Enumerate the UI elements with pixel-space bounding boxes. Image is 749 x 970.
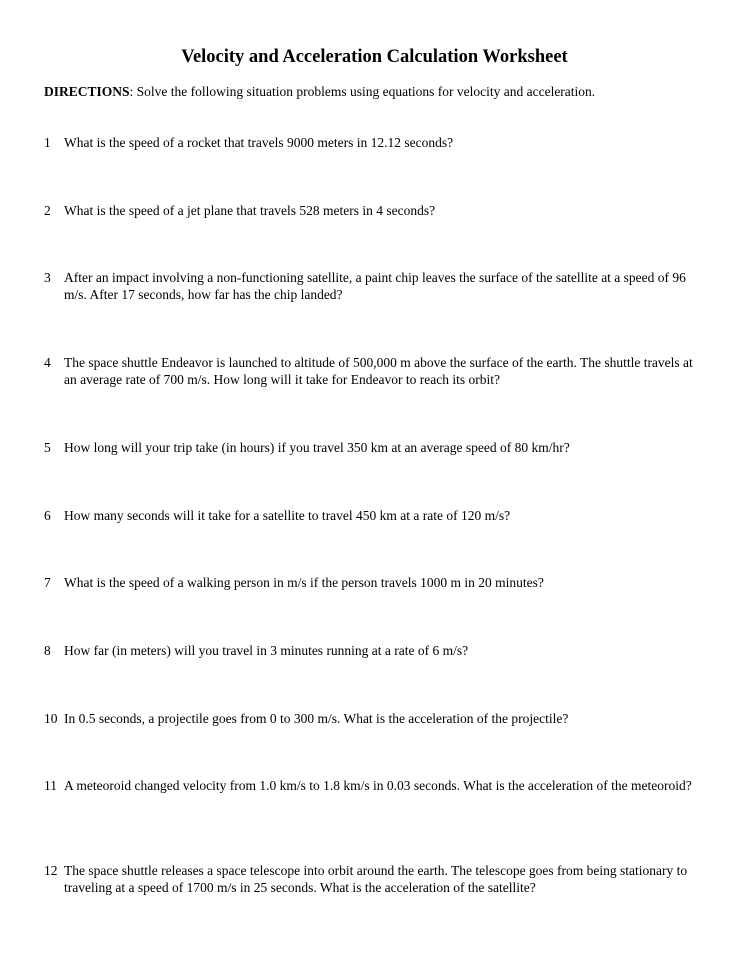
question-text: The space shuttle Endeavor is launched to altitude of 500,000 m above the surface of the earth. The shuttle travels at an average rate of 700 m/s. How long will it take for Endeavor to reach its orbit?: [64, 355, 693, 387]
question-number: 1: [44, 135, 51, 150]
question-number: 6: [44, 508, 51, 523]
question-text: What is the speed of a rocket that travels 9000 meters in 12.12 seconds?: [64, 135, 454, 150]
worksheet-title: Velocity and Acceleration Calculation Worksheet: [181, 47, 568, 67]
question-10: [44, 710, 704, 727]
question-number: 3: [44, 270, 51, 285]
question-2: [44, 202, 704, 219]
question-4: [44, 354, 704, 388]
question-text: How many seconds will it take for a satellite to travel 450 km at a rate of 120 m/s?: [64, 508, 511, 523]
question-1: [44, 134, 704, 151]
question-number: 10: [44, 711, 58, 726]
question-number: 8: [44, 643, 51, 658]
question-text: What is the speed of a jet plane that travels 528 meters in 4 seconds?: [64, 203, 436, 218]
question-7: [44, 574, 704, 591]
question-number: 2: [44, 203, 51, 218]
question-number: 7: [44, 575, 51, 590]
question-text: In 0.5 seconds, a projectile goes from 0 to 300 m/s. What is the acceleration of the projectile?: [64, 711, 569, 726]
directions-text: : Solve the following situation problems using equations for velocity and acceleration.: [129, 84, 596, 99]
directions-label: DIRECTIONS: [44, 84, 130, 99]
question-number: 5: [44, 440, 51, 455]
question-number: 12: [44, 863, 58, 878]
question-12: [44, 862, 704, 896]
directions: [44, 84, 595, 100]
question-6: [44, 507, 704, 524]
question-11: [44, 777, 704, 794]
question-3: [44, 269, 704, 303]
question-8: [44, 642, 704, 659]
question-text: How far (in meters) will you travel in 3 minutes running at a rate of 6 m/s?: [64, 643, 469, 658]
question-text: After an impact involving a non-functioning satellite, a paint chip leaves the surface of the satellite at a speed of 96 m/s. After 17 seconds, how far has the chip landed?: [64, 270, 686, 302]
question-number: 11: [44, 778, 57, 793]
question-number: 4: [44, 355, 51, 370]
question-5: [44, 439, 704, 456]
question-text: How long will your trip take (in hours) if you travel 350 km at an average speed of 80 km/hr?: [64, 440, 570, 455]
question-text: A meteoroid changed velocity from 1.0 km/s to 1.8 km/s in 0.03 seconds. What is the acceleration of the meteoroid?: [64, 778, 692, 793]
question-text: What is the speed of a walking person in m/s if the person travels 1000 m in 20 minutes?: [64, 575, 544, 590]
question-text: The space shuttle releases a space telescope into orbit around the earth. The telescope goes from being stationary to traveling at a speed of 1700 m/s in 25 seconds. What is the acceleration of the satellite?: [64, 863, 688, 895]
